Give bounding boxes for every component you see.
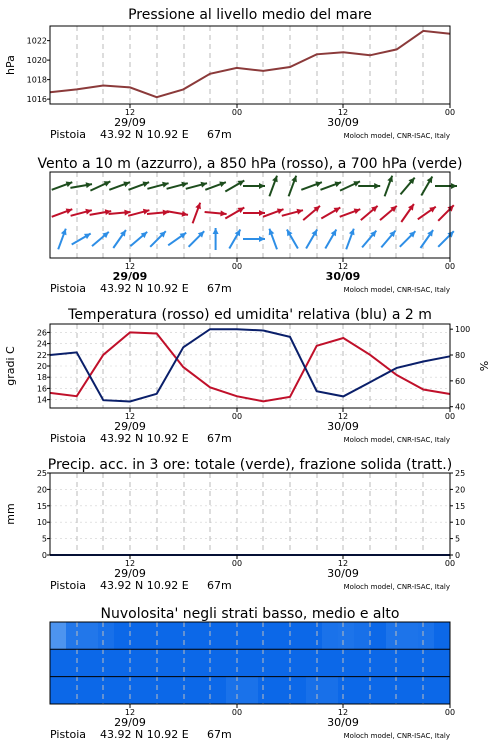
cloud-cell [242,677,258,705]
date-label: 30/09 [325,270,361,283]
cloud-cell [50,622,66,650]
location-name: Pistoia [50,432,87,445]
location-coords: 43.92 N 10.92 E [100,282,189,295]
location-name: Pistoia [50,282,87,295]
wind-arrow-head [259,236,265,242]
pressure-y-label: hPa [4,55,17,75]
cloud-cell [418,677,434,705]
model-credit: Moloch model, CNR-ISAC, Italy [343,286,450,294]
wind-arrow-head [213,228,219,234]
cloud-cell [274,677,290,705]
wind-arrow [325,230,336,249]
cloud-cell [402,649,418,677]
cloud-cell [290,649,306,677]
wind-arrow [418,207,436,220]
cloud-cell [194,649,210,677]
cloud-cell [226,649,242,677]
precipitation-x-ticks [125,555,455,568]
cloud-cell [338,677,354,705]
y-tick-label: 26 [36,328,47,338]
pressure-panel [4,7,455,117]
cloud-cell [98,677,114,705]
cloud-cell [162,622,178,650]
y-tick-label: 1022 [26,36,47,46]
wind-plot-frame [50,172,450,258]
location-coords: 43.92 N 10.92 E [100,579,189,592]
y-tick-label: 40 [455,402,466,412]
x-tick-label: 12 [124,708,136,717]
wind-arrow [263,209,284,217]
cloud-cell [98,649,114,677]
cloud-cell [418,649,434,677]
y-tick-label: 25 [455,469,466,478]
wind-arrow [166,211,188,217]
wind-arrow [90,209,112,215]
date-label: 30/09 [327,420,359,433]
wind-arrow [269,176,277,197]
x-tick-label: 12 [337,108,349,117]
x-tick-label: 00 [444,108,456,117]
wind-arrow-head [259,210,265,216]
cloud-cell [66,622,82,650]
wind-arrow [421,230,434,248]
cloud-cell [402,677,418,705]
cloud-cell [354,649,370,677]
wind-arrow [205,182,226,190]
x-tick-label: 12 [124,262,136,271]
pressure-y-ticks [27,37,50,105]
y-tick-label: 14 [36,395,47,405]
wind-arrow [381,231,395,248]
wind-arrow [58,229,66,250]
model-credit: Moloch model, CNR-ISAC, Italy [343,583,450,591]
x-tick-label: 00 [231,262,243,271]
wind-title: Vento a 10 m (azzurro), a 850 hPa (rosso), a 700 hPa (verde) [37,156,463,172]
x-tick-label: 00 [444,412,456,421]
cloud-cell [210,649,226,677]
location-elevation: 67m [207,432,232,445]
x-tick-label: 00 [444,262,456,271]
y-tick-label: 20 [36,485,47,495]
cloud-cell [130,649,146,677]
cloud-cell [290,677,306,705]
y-tick-label: 60 [455,376,466,386]
location-name: Pistoia [50,128,87,141]
precipitation-panel [4,457,465,568]
x-tick-label: 12 [124,108,136,117]
y-tick-label: 5 [455,534,461,544]
x-tick-label: 12 [124,412,136,421]
cloud-cell [210,677,226,705]
model-credit: Moloch model, CNR-ISAC, Italy [343,132,450,140]
temperature-y-label: gradi C [4,346,17,386]
wind-arrow [287,230,298,249]
cloud-cell [418,622,434,650]
wind-arrow [243,210,265,216]
date-label: 30/09 [327,116,359,129]
cloud-cell [178,677,194,705]
location-coords: 43.92 N 10.92 E [100,128,189,141]
cloud-cell [114,622,130,650]
wind-arrow [72,234,91,245]
humidity-y-label: % [478,360,491,372]
cloud-cell [114,677,130,705]
wind-arrow [358,183,380,189]
cloud-cell [130,677,146,705]
cloud-cell [114,649,130,677]
cloud-cell [402,622,418,650]
pressure-title: Pressione al livello medio del mare [128,7,372,23]
x-tick-label: 12 [337,708,349,717]
cloud-cell [354,677,370,705]
cloud-cell [258,622,274,650]
wind-arrow [321,208,340,219]
y-tick-label: 0 [41,551,47,560]
wind-arrow [186,182,207,189]
cloud-cell [66,649,82,677]
y-tick-label: 18 [36,373,47,383]
wind-arrow [90,181,110,190]
cloud-cell [434,649,450,677]
cloud-cell [146,677,162,705]
cloud-cell [242,622,258,650]
wind-arrow [282,209,303,216]
y-tick-label: 1018 [26,75,47,85]
location-elevation: 67m [207,579,232,592]
wind-arrow [301,182,322,190]
wind-arrow [147,210,169,216]
cloud-cell [178,622,194,650]
cloud-cell [306,649,322,677]
wind-arrow [52,182,73,190]
cloud-cell [274,649,290,677]
cloud-cell [226,677,242,705]
wind-arrow [167,182,188,189]
temperature-panel [4,307,491,421]
wind-arrow [113,230,126,248]
wind-arrow [243,183,265,189]
cloud-cell [370,677,386,705]
y-tick-label: 10 [36,518,47,528]
cloud-cell [322,649,338,677]
cloud-cell [306,622,322,650]
wind-x-ticks [125,258,455,271]
wind-arrow [401,204,414,222]
cloud-cell [306,677,322,705]
wind-arrow [193,203,201,224]
y-tick-label: 22 [36,350,47,360]
x-tick-label: 00 [231,559,243,568]
date-label: 29/09 [114,116,146,129]
cloud-cell [162,677,178,705]
y-tick-label: 25 [36,469,47,478]
cloud-cell [226,622,242,650]
cloud-cell [434,677,450,705]
date-label: 29/09 [114,716,146,729]
wind-arrow [243,236,265,242]
cloud-cell [130,622,146,650]
humidity-y-ticks [450,325,470,412]
humidity-line [50,329,450,401]
wind-arrow [229,230,240,249]
date-label: 29/09 [112,270,148,283]
date-label: 29/09 [114,420,146,433]
temperature-gridlines [50,324,450,408]
model-credit: Moloch model, CNR-ISAC, Italy [343,436,450,444]
precipitation-plot-frame [50,473,450,555]
x-tick-label: 12 [337,262,349,271]
cloud-cell [82,649,98,677]
wind-arrow [129,182,150,190]
precipitation-y-label: mm [4,503,17,525]
cloud-cell [370,622,386,650]
wind-arrow [400,231,416,247]
location-coords: 43.92 N 10.92 E [100,728,189,741]
y-tick-label: 20 [36,362,47,371]
wind-arrow [109,210,131,216]
wind-arrow [361,206,378,220]
wind-arrow [385,176,393,197]
wind-arrow-head [451,183,457,189]
wind-arrow [128,209,149,216]
date-label: 30/09 [327,716,359,729]
pressure-x-ticks [125,104,455,117]
cloud-cell [322,677,338,705]
cloud-cell [338,649,354,677]
wind-arrow-head [374,183,380,189]
precipitation-y-ticks [37,469,50,560]
cloud-cell [386,622,402,650]
model-credit: Moloch model, CNR-ISAC, Italy [343,732,450,740]
cloud-cell [66,677,82,705]
x-tick-label: 00 [231,412,243,421]
x-tick-label: 00 [444,559,456,568]
location-elevation: 67m [207,282,232,295]
precipitation-gridlines [50,473,450,555]
y-tick-label: 16 [36,384,47,394]
y-tick-label: 20 [455,485,466,495]
location-elevation: 67m [207,728,232,741]
cloud-cell [386,677,402,705]
cloud-cell [370,649,386,677]
cloud-cell [146,649,162,677]
x-tick-label: 00 [444,708,456,717]
wind-arrow [130,232,147,246]
wind-arrow [321,182,342,190]
wind-arrow [150,231,166,247]
wind-panel [37,156,462,271]
location-elevation: 67m [207,128,232,141]
x-tick-label: 12 [337,559,349,568]
wind-arrow [225,181,244,192]
y-tick-label: 15 [36,501,47,511]
cloud-cell [274,622,290,650]
wind-arrow [71,209,92,216]
location-coords: 43.92 N 10.92 E [100,432,189,445]
wind-arrow [52,209,73,217]
wind-arrow [189,231,205,247]
cloud-cell [194,622,210,650]
x-tick-label: 12 [124,559,136,568]
location-name: Pistoia [50,728,87,741]
y-tick-label: 1020 [26,56,47,66]
wind-arrow [438,231,454,247]
x-tick-label: 12 [337,412,349,421]
wind-arrow [380,206,397,220]
wind-arrow-head [259,183,265,189]
wind-arrow [92,232,109,246]
cloud-cell [82,622,98,650]
cloud-cell [386,649,402,677]
wind-arrow [435,183,457,189]
wind-arrow [401,178,415,195]
cloud-cell [50,677,66,705]
cloud-cells [50,622,450,704]
cloud-cell [258,649,274,677]
cloud-cell [194,677,210,705]
cloud-cell [50,649,66,677]
wind-arrow [269,229,277,250]
wind-arrow [147,182,168,189]
wind-arrow [70,182,92,188]
cloud-panel [50,606,455,717]
cloud-cell [98,622,114,650]
precipitation-title: Precip. acc. in 3 ore: totale (verde), frazione solida (tratt.) [47,457,453,473]
temperature-x-ticks [125,408,455,421]
pressure-line [50,31,450,97]
cloud-cell [354,622,370,650]
cloud-cell [162,649,178,677]
temperature-y-ticks [37,328,50,404]
location-name: Pistoia [50,579,87,592]
cloud-cell [178,649,194,677]
y-tick-label: 5 [41,534,47,544]
wind-arrow [109,182,130,190]
wind-arrow [306,230,317,249]
wind-arrow [225,208,244,219]
x-tick-label: 00 [231,708,243,717]
wind-arrow [205,210,227,216]
y-tick-label: 15 [455,501,466,511]
cloud-cell [210,622,226,650]
cloud-cell [146,622,162,650]
cloud-x-ticks [125,704,455,717]
cloud-cell [258,677,274,705]
y-tick-label: 24 [36,339,47,349]
wind-arrow [346,229,354,250]
y-tick-label: 100 [455,325,471,335]
temperature-title: Temperatura (rosso) ed umidita' relativa (blu) a 2 m [68,307,432,323]
y-tick-label: 80 [455,351,466,361]
temperature-line [50,332,450,401]
cloud-cell [290,622,306,650]
cloud-cell [322,622,338,650]
wind-arrow [362,231,376,248]
cloud-cell [434,622,450,650]
pressure-gridlines [77,26,423,104]
date-label: 29/09 [114,567,146,580]
cloud-cell [82,677,98,705]
pressure-plot-frame [50,26,450,104]
wind-arrow [213,228,219,250]
date-label: 30/09 [327,567,359,580]
x-tick-label: 00 [231,108,243,117]
y-tick-label: 10 [455,518,466,528]
y-tick-label: 0 [455,551,461,560]
precipitation-y-ticks-right [450,469,465,560]
cloud-cell [242,649,258,677]
cloud-title: Nuvolosita' negli strati basso, medio e alto [100,606,400,622]
y-tick-label: 1016 [26,95,47,105]
wind-arrow [438,205,454,221]
cloud-cell [338,622,354,650]
